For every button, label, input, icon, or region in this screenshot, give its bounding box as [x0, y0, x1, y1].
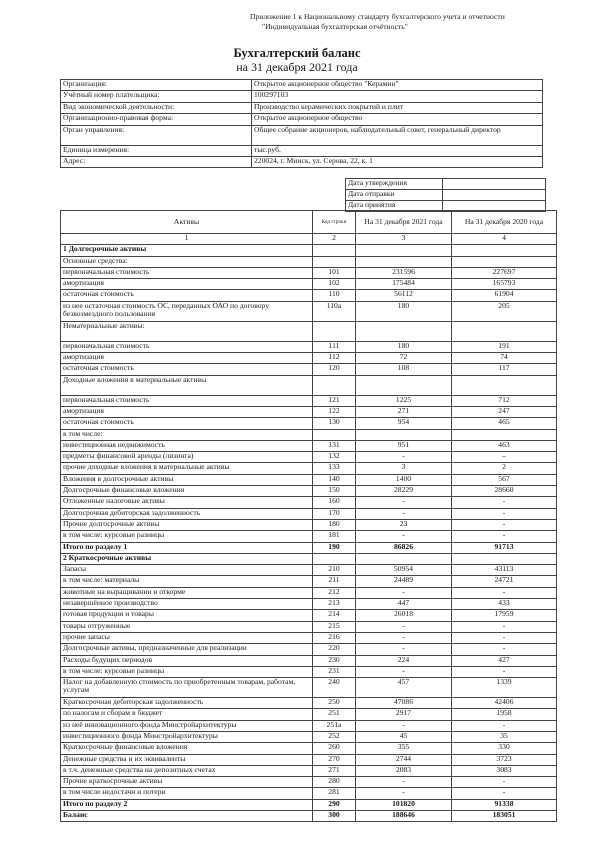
row-name: животные на выращивании и откорме — [61, 587, 313, 598]
row-name: Долгосрочные активы, предназначенные для реализации — [61, 644, 313, 655]
value-2021: 188646 — [356, 811, 452, 822]
table-row — [61, 542, 557, 553]
value-2021: 1400 — [356, 474, 452, 485]
value-2021: 28229 — [356, 486, 452, 497]
value-2020: 74 — [452, 353, 557, 364]
row-code: 131 — [313, 440, 356, 451]
row-name: в том числе недостачи и потери — [61, 788, 313, 799]
value-2020: 463 — [452, 440, 557, 451]
table-row — [61, 743, 557, 754]
value-2020: - — [452, 632, 557, 643]
table-row — [61, 666, 557, 677]
row-name: Краткосрочная дебиторская задолженность — [61, 698, 313, 709]
row-code: 213 — [313, 599, 356, 610]
value-2020 — [452, 375, 557, 395]
row-name: Итого по разделу 2 — [61, 799, 313, 810]
row-code: 120 — [313, 364, 356, 375]
org-info-row — [61, 102, 543, 113]
value-2021: 101820 — [356, 799, 452, 810]
table-row — [61, 531, 557, 542]
org-info-value: 100297103 — [252, 91, 543, 102]
table-row — [61, 698, 557, 709]
value-2020: 91713 — [452, 542, 557, 553]
value-2020: - — [452, 531, 557, 542]
table-row — [61, 463, 557, 474]
value-2020: - — [452, 777, 557, 788]
row-code: 160 — [313, 497, 356, 508]
row-code — [313, 321, 356, 341]
value-2020 — [452, 553, 557, 564]
table-row — [61, 375, 557, 395]
value-2021 — [356, 245, 452, 256]
row-code — [313, 245, 356, 256]
value-2020: 3083 — [452, 765, 557, 776]
row-name: в том числе: — [61, 429, 313, 440]
row-code — [313, 375, 356, 395]
row-name: амортизация — [61, 279, 313, 290]
row-name: Доходные вложения в материальные активы — [61, 375, 313, 395]
value-2020: 205 — [452, 301, 557, 321]
value-2020: 1339 — [452, 678, 557, 698]
value-2021: 355 — [356, 743, 452, 754]
row-code: 220 — [313, 644, 356, 655]
table-row — [61, 565, 557, 576]
table-row — [61, 301, 557, 321]
column-header: На 31 декабря 2021 года — [356, 211, 452, 234]
value-2021: - — [356, 587, 452, 598]
value-2021: 271 — [356, 406, 452, 417]
table-row — [61, 353, 557, 364]
row-name: Отложенные налоговые активы — [61, 497, 313, 508]
value-2020: - — [452, 587, 557, 598]
table-row — [61, 610, 557, 621]
table-row — [61, 720, 557, 731]
org-info-label: Организация: — [61, 80, 252, 91]
row-name: в том числе: курсовые разницы — [61, 531, 313, 542]
table-row — [61, 440, 557, 451]
value-2020: 427 — [452, 655, 557, 666]
value-2020: – — [452, 452, 557, 463]
row-name: в том числе: материалы — [61, 576, 313, 587]
org-info-label: Орган управления: — [61, 125, 252, 145]
row-code: 111 — [313, 341, 356, 352]
table-header-row — [61, 211, 557, 234]
header-note-line2: "Индивидуальная бухгалтерская отчётность" — [262, 21, 408, 31]
value-2021: 56112 — [356, 290, 452, 301]
row-name: Долгосрочные финансовые вложения — [61, 486, 313, 497]
row-code: 211 — [313, 576, 356, 587]
value-2020: 61904 — [452, 290, 557, 301]
value-2021: - — [356, 508, 452, 519]
page-title: Бухгалтерский баланс — [233, 46, 361, 60]
value-2021: 23 — [356, 519, 452, 530]
row-code: 130 — [313, 418, 356, 429]
value-2021: 954 — [356, 418, 452, 429]
column-number: 1 — [61, 234, 313, 245]
table-row — [61, 290, 557, 301]
row-name: по налогам и сборам в бюджет — [61, 709, 313, 720]
table-row — [61, 245, 557, 256]
date-label: Дата принятия — [346, 201, 443, 212]
row-code: 240 — [313, 678, 356, 698]
value-2020: 117 — [452, 364, 557, 375]
org-info-row — [61, 145, 543, 156]
table-row — [61, 256, 557, 267]
row-code — [313, 256, 356, 267]
value-2021: 231596 — [356, 267, 452, 278]
value-2020: 24721 — [452, 576, 557, 587]
table-row — [61, 731, 557, 742]
row-code: 270 — [313, 754, 356, 765]
table-row — [61, 508, 557, 519]
org-info-row — [61, 91, 543, 102]
value-2021: 2917 — [356, 709, 452, 720]
row-name: остаточная стоимость — [61, 290, 313, 301]
value-2021: 47086 — [356, 698, 452, 709]
table-row — [61, 587, 557, 598]
org-info-row — [61, 114, 543, 125]
value-2021: 2744 — [356, 754, 452, 765]
value-2021: - — [356, 621, 452, 632]
row-code: 260 — [313, 743, 356, 754]
row-code: 170 — [313, 508, 356, 519]
header-note-line1: Приложение 1 к Национальному стандарту бухгалтерского учета и отчетности — [250, 12, 505, 21]
column-header: Активы — [61, 211, 313, 234]
row-code: 190 — [313, 542, 356, 553]
value-2020 — [452, 429, 557, 440]
row-name: из неё инновационного фонда Минстройархитектуры — [61, 720, 313, 731]
value-2020 — [452, 245, 557, 256]
date-row — [346, 179, 546, 190]
org-info-row — [61, 156, 543, 167]
header-note — [250, 12, 580, 31]
table-row — [61, 452, 557, 463]
value-2020: 35 — [452, 731, 557, 742]
row-code: 251а — [313, 720, 356, 731]
value-2021: 50954 — [356, 565, 452, 576]
row-name: 1 Долгосрочные активы — [61, 245, 313, 256]
org-info-value: Открытое акционерное общество — [252, 114, 543, 125]
row-name: первоначальная стоимость — [61, 267, 313, 278]
table-row — [61, 267, 557, 278]
value-2021: - — [356, 452, 452, 463]
row-name: предметы финансовой аренды (лизинга) — [61, 452, 313, 463]
value-2021: 175484 — [356, 279, 452, 290]
value-2020: - — [452, 497, 557, 508]
organization-info-table — [60, 79, 543, 168]
row-name: Вложения в долгосрочные активы — [61, 474, 313, 485]
value-2020: 330 — [452, 743, 557, 754]
date-value — [443, 179, 546, 190]
value-2020: 91338 — [452, 799, 557, 810]
table-row — [61, 395, 557, 406]
value-2021: 951 — [356, 440, 452, 451]
org-info-label: Единица измерения: — [61, 145, 252, 156]
row-name: из нее остаточная стоимость ОС, переданных ОАО по договору безвозмездного пользования — [61, 301, 313, 321]
row-code: 132 — [313, 452, 356, 463]
row-name: первоначальная стоимость — [61, 395, 313, 406]
row-code: 101 — [313, 267, 356, 278]
value-2021: - — [356, 666, 452, 677]
row-code: 122 — [313, 406, 356, 417]
value-2020: 2 — [452, 463, 557, 474]
row-code: 271 — [313, 765, 356, 776]
table-row — [61, 576, 557, 587]
table-row — [61, 709, 557, 720]
row-code: 140 — [313, 474, 356, 485]
row-code: 215 — [313, 621, 356, 632]
row-name: Денежные средства и их эквиваленты — [61, 754, 313, 765]
value-2021: 86826 — [356, 542, 452, 553]
column-header: Код строки — [313, 211, 356, 234]
row-name: в том числе: курсовые разницы — [61, 666, 313, 677]
value-2021: 180 — [356, 301, 452, 321]
org-info-label: Вид экономической деятельности: — [61, 102, 252, 113]
org-info-row — [61, 80, 543, 91]
row-name: Налог на добавленную стоимость по приобретенным товарам, работам, услугам — [61, 678, 313, 698]
org-info-label: Адрес: — [61, 156, 252, 167]
column-number: 2 — [313, 234, 356, 245]
dates-table — [345, 178, 546, 212]
row-code: 210 — [313, 565, 356, 576]
date-value — [443, 190, 546, 201]
row-code: 121 — [313, 395, 356, 406]
row-code: 281 — [313, 788, 356, 799]
row-code: 290 — [313, 799, 356, 810]
table-row — [61, 279, 557, 290]
value-2020: 165793 — [452, 279, 557, 290]
row-code: 150 — [313, 486, 356, 497]
row-code: 110 — [313, 290, 356, 301]
row-code: 230 — [313, 655, 356, 666]
value-2020: 1958 — [452, 709, 557, 720]
value-2020: 465 — [452, 418, 557, 429]
value-2021: - — [356, 777, 452, 788]
value-2020: 191 — [452, 341, 557, 352]
row-code: 102 — [313, 279, 356, 290]
value-2020: 433 — [452, 599, 557, 610]
value-2020: 567 — [452, 474, 557, 485]
org-info-label: Организационно-правовая форма: — [61, 114, 252, 125]
table-row — [61, 678, 557, 698]
row-name: Краткосрочные финансовые вложения — [61, 743, 313, 754]
row-name: инвестиционная недвижимость — [61, 440, 313, 451]
row-code: 212 — [313, 587, 356, 598]
row-name: в т.ч. денежные средства на депозитных счетах — [61, 765, 313, 776]
table-row — [61, 321, 557, 341]
value-2021: 447 — [356, 599, 452, 610]
value-2021: 457 — [356, 678, 452, 698]
row-code — [313, 553, 356, 564]
value-2020: - — [452, 621, 557, 632]
row-code: 252 — [313, 731, 356, 742]
value-2020: 28660 — [452, 486, 557, 497]
row-code: 110а — [313, 301, 356, 321]
table-row — [61, 811, 557, 822]
row-name: инвестиционного фонда Минстройархитектуры — [61, 731, 313, 742]
table-row — [61, 553, 557, 564]
value-2021 — [356, 375, 452, 395]
table-row — [61, 341, 557, 352]
row-name: товары отгруженные — [61, 621, 313, 632]
org-info-value: тыс.руб. — [252, 145, 543, 156]
value-2020: - — [452, 788, 557, 799]
org-info-value: 220024, г. Минск, ул. Серова, 22, к. 1 — [252, 156, 543, 167]
row-code: 251 — [313, 709, 356, 720]
value-2020: 247 — [452, 406, 557, 417]
value-2020: 3723 — [452, 754, 557, 765]
value-2021: 108 — [356, 364, 452, 375]
org-info-value: Общее собрание акционеров, наблюдательный совет, генеральный директор — [252, 125, 543, 145]
value-2021 — [356, 321, 452, 341]
value-2020: 227697 — [452, 267, 557, 278]
row-name: Прочие краткосрочные активы — [61, 777, 313, 788]
row-name: остаточная стоимость — [61, 418, 313, 429]
row-code — [313, 429, 356, 440]
row-code: 214 — [313, 610, 356, 621]
title-block — [0, 46, 594, 74]
date-label: Дата отправки — [346, 190, 443, 201]
value-2020: - — [452, 508, 557, 519]
value-2021: - — [356, 788, 452, 799]
date-row — [346, 190, 546, 201]
value-2020: - — [452, 720, 557, 731]
value-2021: 24489 — [356, 576, 452, 587]
value-2020 — [452, 256, 557, 267]
row-name: Нематериальные активы: — [61, 321, 313, 341]
value-2021: 180 — [356, 341, 452, 352]
row-code: 300 — [313, 811, 356, 822]
value-2020: 43113 — [452, 565, 557, 576]
row-name: готовая продукция и товары — [61, 610, 313, 621]
table-row — [61, 429, 557, 440]
row-name: Долгосрочная дебиторская задолженность — [61, 508, 313, 519]
row-code: 133 — [313, 463, 356, 474]
column-number: 4 — [452, 234, 557, 245]
value-2021: 2083 — [356, 765, 452, 776]
table-row — [61, 418, 557, 429]
table-row — [61, 486, 557, 497]
table-row — [61, 364, 557, 375]
table-row — [61, 599, 557, 610]
row-name: первоначальная стоимость — [61, 341, 313, 352]
value-2021: 1225 — [356, 395, 452, 406]
row-name: остаточная стоимость — [61, 364, 313, 375]
row-name: амортизация — [61, 353, 313, 364]
row-name: Запасы — [61, 565, 313, 576]
value-2020 — [452, 321, 557, 341]
value-2021: 26018 — [356, 610, 452, 621]
row-code: 112 — [313, 353, 356, 364]
table-row — [61, 519, 557, 530]
value-2021: 72 — [356, 353, 452, 364]
row-name: незавершённое производство — [61, 599, 313, 610]
row-name: Баланс — [61, 811, 313, 822]
row-name: амортизация — [61, 406, 313, 417]
column-number-row — [61, 234, 557, 245]
value-2021: - — [356, 632, 452, 643]
value-2020: - — [452, 644, 557, 655]
value-2021: - — [356, 531, 452, 542]
table-row — [61, 754, 557, 765]
row-name: прочие запасы — [61, 632, 313, 643]
value-2021: - — [356, 720, 452, 731]
org-info-row — [61, 125, 543, 145]
row-code: 180 — [313, 519, 356, 530]
value-2020: 183051 — [452, 811, 557, 822]
row-code: 216 — [313, 632, 356, 643]
row-name: прочие доходные вложения в материальные активы — [61, 463, 313, 474]
row-code: 181 — [313, 531, 356, 542]
table-row — [61, 765, 557, 776]
value-2020: - — [452, 666, 557, 677]
date-label: Дата утверждения — [346, 179, 443, 190]
value-2021: - — [356, 497, 452, 508]
table-row — [61, 655, 557, 666]
value-2021 — [356, 429, 452, 440]
row-name: 2 Краткосрочные активы — [61, 553, 313, 564]
value-2020: 712 — [452, 395, 557, 406]
row-name: Расходы будущих периодов — [61, 655, 313, 666]
org-info-value: Производство керамических покрытий и плит — [252, 102, 543, 113]
value-2021: 3 — [356, 463, 452, 474]
table-row — [61, 621, 557, 632]
table-row — [61, 644, 557, 655]
org-info-label: Учётный номер плательщика: — [61, 91, 252, 102]
row-code: 280 — [313, 777, 356, 788]
row-name: Итого по разделу 1 — [61, 542, 313, 553]
table-row — [61, 777, 557, 788]
table-row — [61, 632, 557, 643]
value-2021: 224 — [356, 655, 452, 666]
column-number: 3 — [356, 234, 452, 245]
value-2020: 42406 — [452, 698, 557, 709]
value-2020: - — [452, 519, 557, 530]
value-2021: 45 — [356, 731, 452, 742]
column-header: На 31 декабря 2020 года — [452, 211, 557, 234]
table-row — [61, 474, 557, 485]
value-2021 — [356, 256, 452, 267]
table-row — [61, 406, 557, 417]
page-subtitle: на 31 декабря 2021 года — [236, 60, 358, 74]
row-code: 250 — [313, 698, 356, 709]
row-code: 231 — [313, 666, 356, 677]
table-row — [61, 799, 557, 810]
value-2021: - — [356, 644, 452, 655]
row-name: Основные средства: — [61, 256, 313, 267]
balance-sheet-table — [60, 210, 557, 822]
value-2020: 17959 — [452, 610, 557, 621]
table-row — [61, 788, 557, 799]
row-name: Прочие долгосрочные активы — [61, 519, 313, 530]
table-row — [61, 497, 557, 508]
org-info-value: Открытое акционерное общество "Керамин" — [252, 80, 543, 91]
value-2021 — [356, 553, 452, 564]
